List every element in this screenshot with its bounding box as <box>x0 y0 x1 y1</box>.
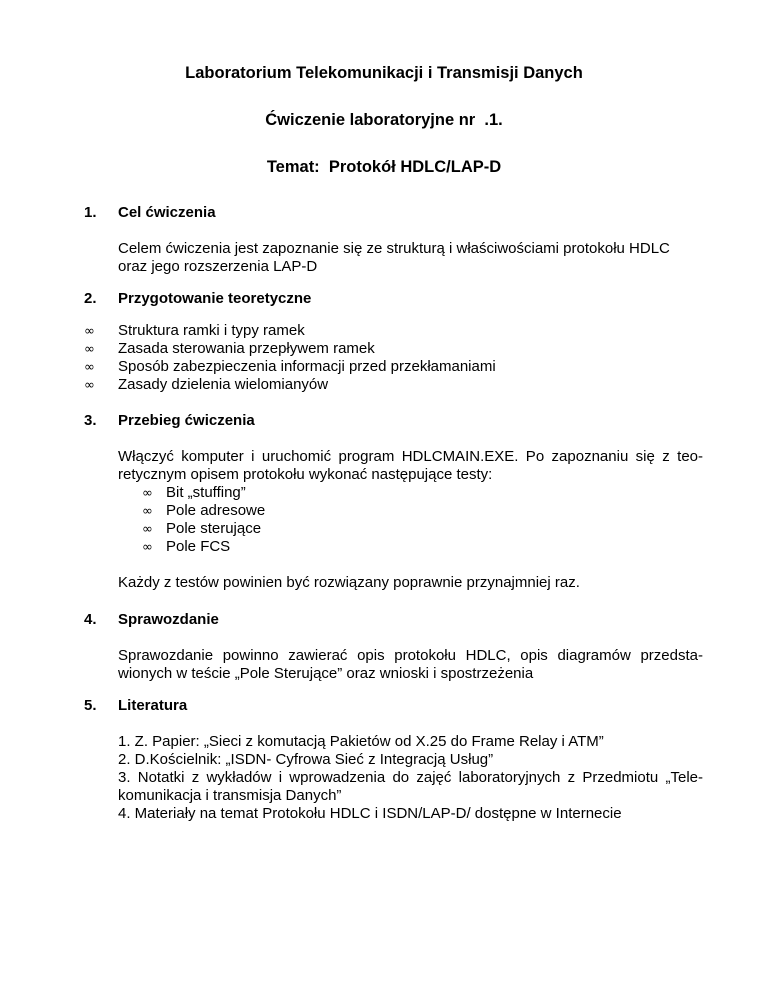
section-title: Przebieg ćwiczenia <box>118 412 255 429</box>
infinity-bullet-icon: ∞ <box>142 486 153 501</box>
paragraph-line: Włączyć komputer i uruchomić program HDLCMAIN.EXE. Po zapoznaniu się z teo- <box>118 448 703 465</box>
list-item <box>84 340 375 358</box>
list-item <box>84 358 496 376</box>
paragraph-line: oraz jego rozszerzenia LAP-D <box>118 258 318 275</box>
paragraph-line: wionych w teście „Pole Sterujące” oraz wnioski i spostrzeżenia <box>118 665 534 682</box>
lab-title: Laboratorium Telekomunikacji i Transmisji Danych <box>185 64 583 82</box>
section-number: 4. <box>84 611 97 628</box>
list-item-text: Zasada sterowania przepływem ramek <box>118 340 375 357</box>
list-item-text: Pole FCS <box>166 538 231 555</box>
section-3-closing <box>118 574 703 592</box>
section-title: Literatura <box>118 697 188 714</box>
section-number: 2. <box>84 290 97 307</box>
section-3-paragraph <box>118 448 703 484</box>
infinity-bullet-icon: ∞ <box>142 522 153 537</box>
section-3-heading <box>84 412 255 429</box>
list-item-text: Struktura ramki i typy ramek <box>118 322 305 339</box>
section-number: 5. <box>84 697 97 714</box>
infinity-bullet-icon: ∞ <box>142 540 153 555</box>
list-item-text: Pole sterujące <box>166 520 262 537</box>
section-1-paragraph <box>118 240 703 276</box>
paragraph-line: retycznym opisem protokołu wykonać następujące testy: <box>118 466 493 483</box>
section-title: Sprawozdanie <box>118 611 219 628</box>
bibliography-item: 1. Z. Papier: „Sieci z komutacją Pakietów od X.25 do Frame Relay i ATM” <box>118 733 604 750</box>
section-1-heading <box>84 204 216 221</box>
list-item-text: Pole adresowe <box>166 502 266 519</box>
list-item <box>142 484 246 502</box>
list-item <box>142 520 261 538</box>
list-item-text: Bit „stuffing” <box>166 484 246 501</box>
bibliography-item: 2. D.Kościelnik: „ISDN- Cyfrowa Sieć z Integracją Usług” <box>118 751 494 768</box>
list-item-text: Sposób zabezpieczenia informacji przed przekłamaniami <box>118 358 496 375</box>
infinity-bullet-icon: ∞ <box>84 342 95 357</box>
section-4-paragraph <box>118 647 703 683</box>
bibliography-list <box>118 733 703 823</box>
section-4-heading <box>84 611 219 628</box>
section-number: 3. <box>84 412 97 429</box>
bibliography-item: 3. Notatki z wykładów i wprowadzenia do zajęć laboratoryjnych z Przedmiotu „Tele- <box>118 769 703 786</box>
topic-title: Temat: Protokół HDLC/LAP-D <box>266 158 502 176</box>
section-number: 1. <box>84 204 97 221</box>
paragraph-line: Celem ćwiczenia jest zapoznanie się ze strukturą i właściwościami protokołu HDLC <box>118 240 670 257</box>
infinity-bullet-icon: ∞ <box>84 324 95 339</box>
section-5-heading <box>84 697 187 714</box>
exercise-number: Ćwiczenie laboratoryjne nr .1. <box>265 111 503 129</box>
paragraph-line: Każdy z testów powinien być rozwiązany poprawnie przynajmniej raz. <box>118 574 580 591</box>
bibliography-item: komunikacja i transmisja Danych” <box>118 787 342 804</box>
infinity-bullet-icon: ∞ <box>142 504 153 519</box>
section-title: Przygotowanie teoretyczne <box>118 290 312 307</box>
list-item-text: Zasady dzielenia wielomianyów <box>118 376 329 393</box>
list-item <box>84 376 328 394</box>
infinity-bullet-icon: ∞ <box>84 378 95 393</box>
section-title: Cel ćwiczenia <box>118 204 216 221</box>
paragraph-line: Sprawozdanie powinno zawierać opis protokołu HDLC, opis diagramów przedsta- <box>118 647 703 664</box>
list-item <box>84 322 305 340</box>
bibliography-item: 4. Materiały na temat Protokołu HDLC i ISDN/LAP-D/ dostępne w Internecie <box>118 805 622 822</box>
section-2-heading <box>84 290 311 307</box>
infinity-bullet-icon: ∞ <box>84 360 95 375</box>
list-item <box>142 538 230 556</box>
list-item <box>142 502 265 520</box>
